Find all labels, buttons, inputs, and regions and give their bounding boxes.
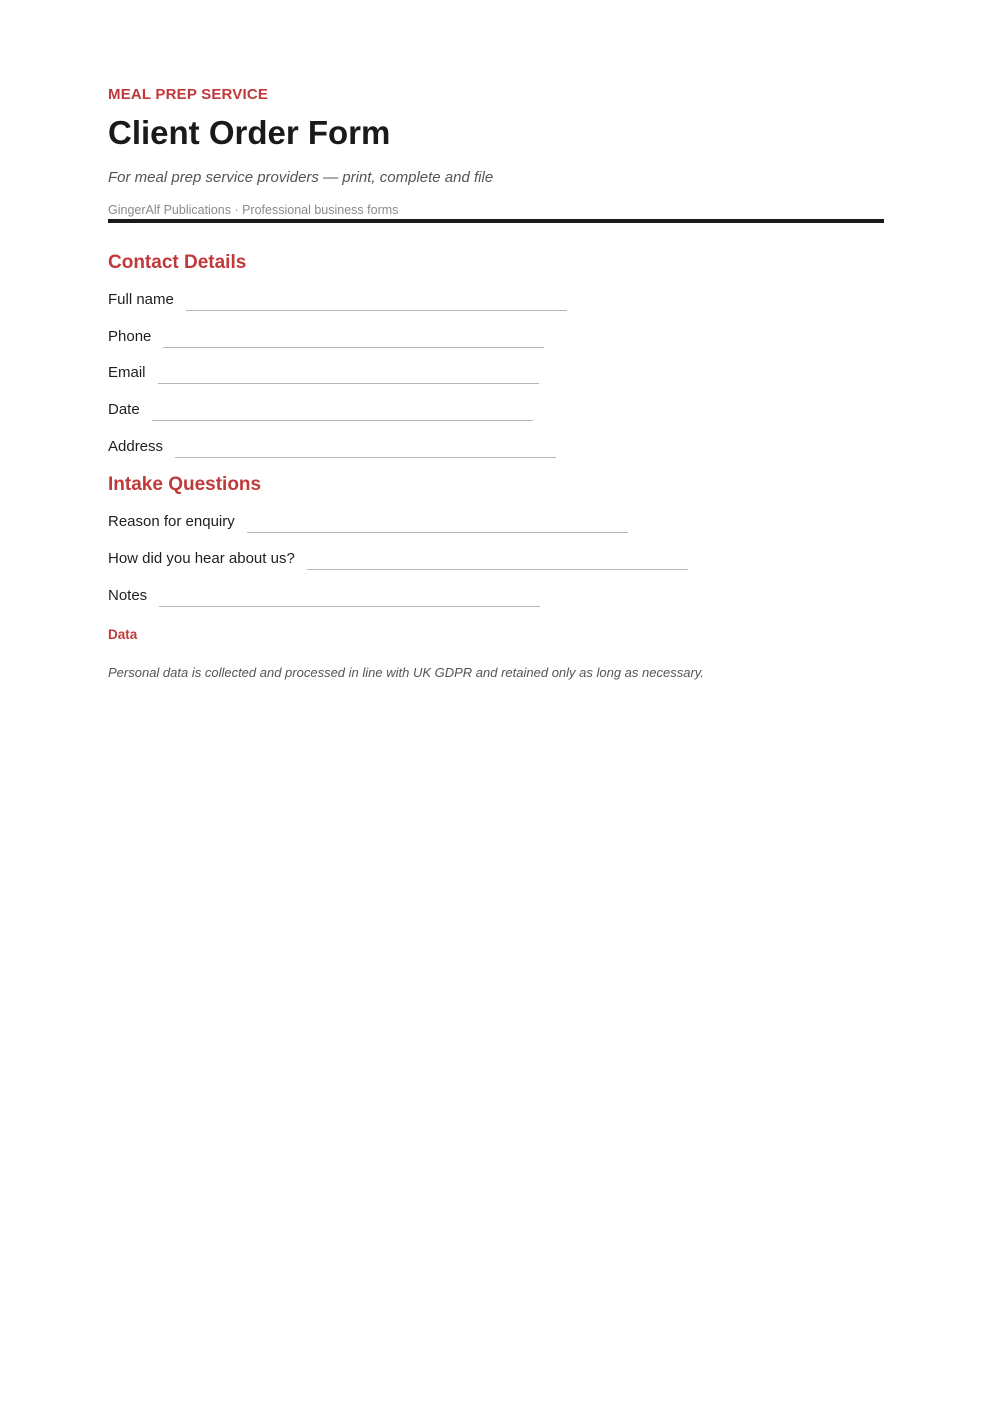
page-subtitle: For meal prep service providers — print, complete and file <box>108 169 494 186</box>
date-write-line[interactable] <box>152 420 533 421</box>
field-full-name <box>108 290 567 310</box>
field-address <box>108 437 556 457</box>
field-label: Address <box>108 438 164 455</box>
full-name-write-line[interactable] <box>186 310 567 311</box>
data-notice-heading: Data <box>108 627 138 642</box>
publisher-line: GingerAlf Publications · Professional business forms <box>108 203 399 217</box>
email-write-line[interactable] <box>158 383 539 384</box>
form-kicker: MEAL PREP SERVICE <box>108 86 269 103</box>
section-title-intake: Intake Questions <box>108 474 262 495</box>
field-email <box>108 363 539 383</box>
field-phone <box>108 327 544 347</box>
address-write-line[interactable] <box>175 457 556 458</box>
section-title-contact: Contact Details <box>108 252 247 273</box>
field-how-did-you-hear <box>108 549 688 569</box>
reason-write-line[interactable] <box>247 532 628 533</box>
field-label: Full name <box>108 291 174 308</box>
field-label: Notes <box>108 587 148 604</box>
field-label: How did you hear about us? <box>108 550 295 567</box>
field-label: Reason for enquiry <box>108 513 235 530</box>
field-label: Date <box>108 401 140 418</box>
field-notes <box>108 586 540 606</box>
referral-write-line[interactable] <box>307 569 688 570</box>
phone-write-line[interactable] <box>163 347 544 348</box>
field-reason-for-enquiry <box>108 512 628 532</box>
notes-write-line[interactable] <box>159 606 540 607</box>
field-date <box>108 400 533 420</box>
header-divider <box>108 219 884 223</box>
field-label: Phone <box>108 328 152 345</box>
data-notice-text: Personal data is collected and processed in line with UK GDPR and retained only as long as necessary. <box>108 665 704 680</box>
page-title: Client Order Form <box>108 114 391 151</box>
field-label: Email <box>108 364 146 381</box>
